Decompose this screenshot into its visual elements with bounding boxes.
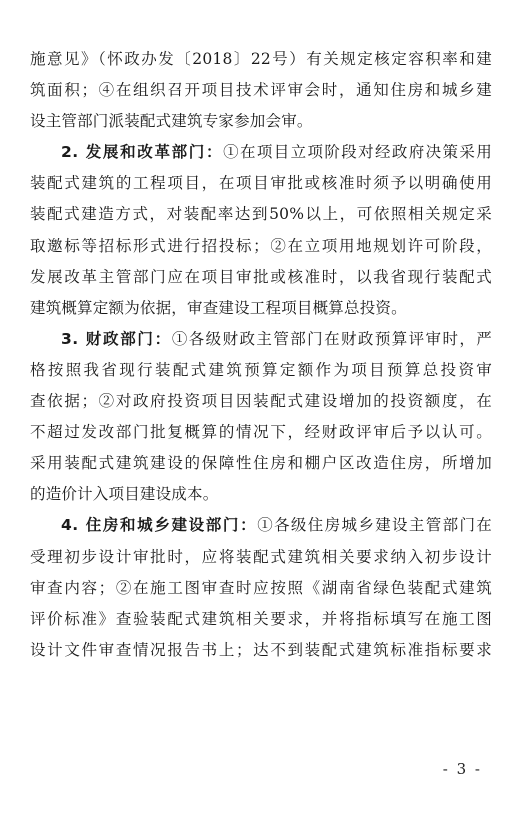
text-fragment: ①各级财政主管部门在财政预算评审时，严 xyxy=(171,329,492,348)
text-line: 采用装配式建筑建设的保障性住房和棚户区改造住房，所增加 xyxy=(30,454,492,473)
text-line xyxy=(30,137,492,168)
text-line: 格按照我省现行装配式建筑预算定额作为项目预算总投资审 xyxy=(30,360,492,379)
text-line: 的造价计入项目建设成本。 xyxy=(30,485,219,504)
text-line: 审查内容；②在施工图审查时应按照《湖南省绿色装配式建筑 xyxy=(30,578,492,597)
text-line: 取邀标等招标形式进行招投标；②在立项用地规划许可阶段， xyxy=(30,236,492,255)
section-heading: 3. 财政部门： xyxy=(61,329,172,348)
section-heading: 4. 住房和城乡建设部门： xyxy=(61,516,258,535)
text-line: 施意见》（怀政办发〔2018〕22号）有关规定核定容积率和建 xyxy=(30,50,492,68)
text-line: 装配式建筑的工程项目，在项目审批或核准时须予以明确使用 xyxy=(30,174,492,193)
paragraph-development-reform xyxy=(30,137,492,324)
document-body xyxy=(30,44,492,666)
text-line: 发展改革主管部门应在项目审批或核准时，以我省现行装配式 xyxy=(30,267,492,286)
page-number: - 3 - xyxy=(442,760,482,778)
text-line: 评价标准》查验装配式建筑相关要求，并将指标填写在施工图 xyxy=(30,609,492,628)
text-fragment: ①在项目立项阶段对经政府决策采用 xyxy=(223,143,492,162)
text-line: 筑面积；④在组织召开项目技术评审会时，通知住房和城乡建 xyxy=(30,81,492,100)
text-line xyxy=(30,510,492,541)
text-fragment: ①各级住房城乡建设主管部门在 xyxy=(257,516,492,535)
text-line: 建筑概算定额为依据，审查建设工程项目概算总投资。 xyxy=(30,298,407,317)
text-line: 设主管部门派装配式建筑专家参加会审。 xyxy=(30,112,313,131)
text-line: 装配式建造方式，对装配率达到50%以上，可依照相关规定采 xyxy=(30,205,492,224)
text-line xyxy=(30,324,492,355)
paragraph-continuation xyxy=(30,44,492,137)
section-heading: 2. 发展和改革部门： xyxy=(61,143,224,162)
text-line: 不超过发改部门批复概算的情况下，经财政评审后予以认可。 xyxy=(30,423,492,442)
paragraph-housing-construction xyxy=(30,510,492,665)
text-line: 设计文件审查情况报告书上；达不到装配式建筑标准指标要求 xyxy=(30,640,492,659)
text-line: 受理初步设计审批时，应将装配式建筑相关要求纳入初步设计 xyxy=(30,547,492,566)
paragraph-finance xyxy=(30,324,492,511)
text-line: 查依据；②对政府投资项目因装配式建设增加的投资额度，在 xyxy=(30,392,492,411)
